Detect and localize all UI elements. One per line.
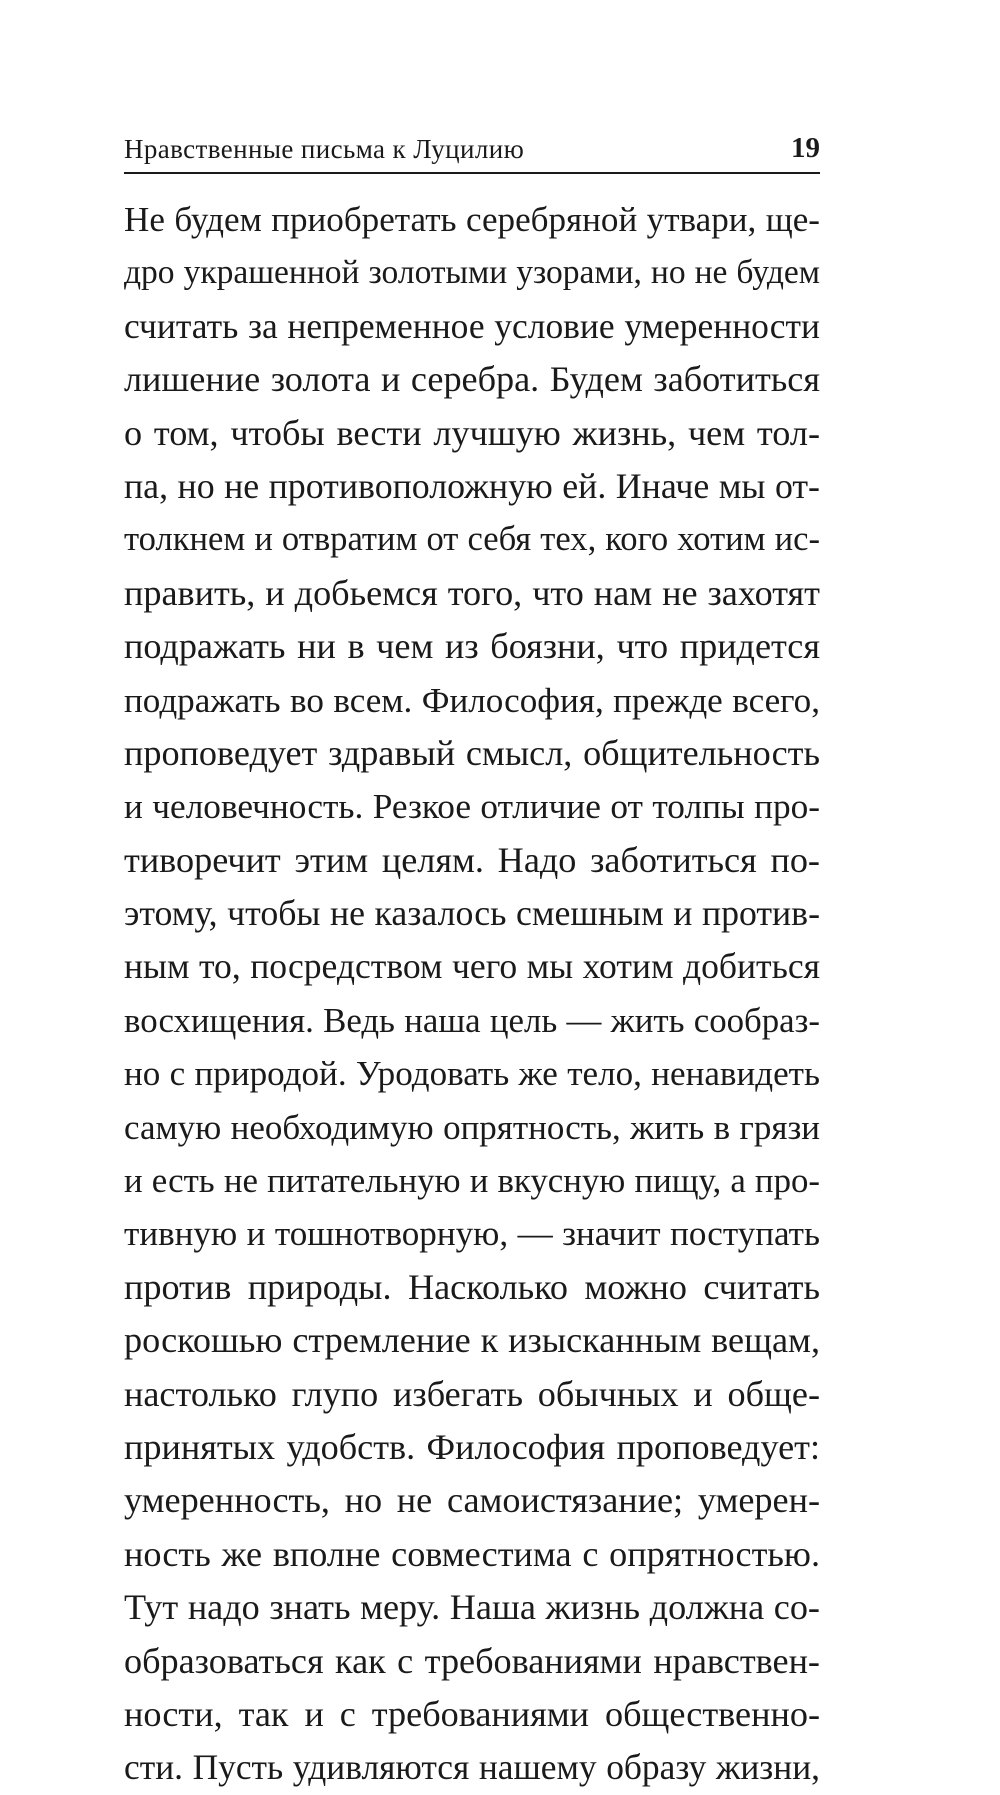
text-line-6: па, но не противоположную ей. Иначе мы от- xyxy=(124,465,820,506)
text-line-14: этому, чтобы не казалось смешным и против- xyxy=(124,893,820,934)
text-line-16: восхищения. Ведь наша цель — жить сообраз- xyxy=(124,1000,820,1040)
page-number: 19 xyxy=(791,132,820,164)
running-title: Нравственные письма к Луцилию xyxy=(124,134,525,164)
text-line-23: настолько глупо избегать обычных и обще- xyxy=(124,1373,820,1414)
text-line-24: принятых удобств. Философия проповедует: xyxy=(124,1426,820,1467)
text-line-10: подражать во всем. Философия, прежде всего, xyxy=(124,680,820,720)
text-line-30: сти. Пусть удивляются нашему образу жизни, xyxy=(124,1747,820,1788)
text-line-2: дро украшенной золотыми узорами, но не будем xyxy=(124,254,820,292)
text-line-22: роскошью стремление к изысканным вещам, xyxy=(124,1320,820,1361)
text-line-4: лишение золота и серебра. Будем заботиться xyxy=(124,359,820,400)
text-line-29: ности, так и с требованиями общественно- xyxy=(124,1693,820,1734)
text-line-8: править, и добьемся того, что нам не захотят xyxy=(124,572,820,613)
text-line-28: образоваться как с требованиями нравствен- xyxy=(124,1640,820,1681)
text-line-15: ным то, посредством чего мы хотим добиться xyxy=(124,946,820,987)
text-line-20: тивную и тошнотворную, — значит поступать xyxy=(124,1214,820,1254)
text-line-12: и человечность. Резкое отличие от толпы про- xyxy=(124,787,820,827)
text-line-19: и есть не питательную и вкусную пищу, а про- xyxy=(124,1161,820,1201)
text-line-1: Не будем приобретать серебряной утвари, ще- xyxy=(124,200,820,239)
text-line-26: ность же вполне совместима с опрятностью. xyxy=(124,1533,820,1574)
running-header xyxy=(124,128,820,174)
text-line-21: против природы. Насколько можно считать xyxy=(124,1266,820,1307)
body-text xyxy=(124,193,820,1795)
text-line-18: самую необходимую опрятность, жить в грязи xyxy=(124,1107,820,1147)
text-line-3: считать за непременное условие умеренности xyxy=(124,305,820,346)
text-line-7: толкнем и отвратим от себя тех, кого хотим ис- xyxy=(124,520,820,559)
text-line-9: подражать ни в чем из боязни, что придется xyxy=(124,626,820,667)
text-line-27: Тут надо знать меру. Наша жизнь должна со- xyxy=(124,1587,820,1628)
text-line-25: умеренность, но не самоистязание; умерен- xyxy=(124,1480,820,1521)
text-line-5: о том, чтобы вести лучшую жизнь, чем тол- xyxy=(124,412,820,453)
text-line-17: но с природой. Уродовать же тело, ненавидеть xyxy=(124,1054,820,1094)
text-line-11: проповедует здравый смысл, общительность xyxy=(124,732,820,773)
text-line-13: тиворечит этим целям. Надо заботиться по- xyxy=(124,839,820,880)
